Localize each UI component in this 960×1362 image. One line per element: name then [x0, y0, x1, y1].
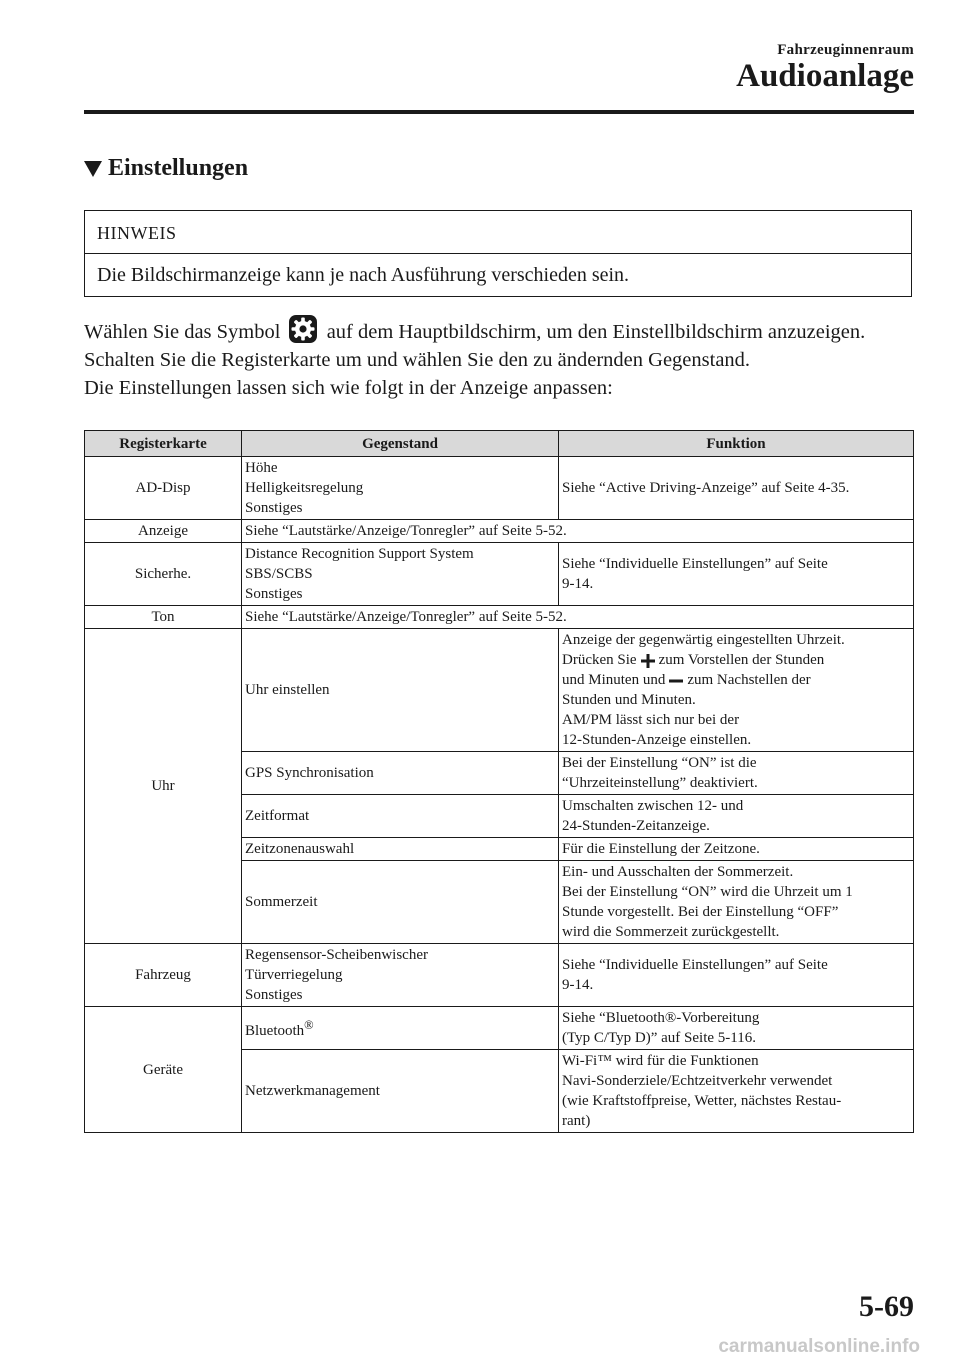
item-cell: GPS Synchronisation: [242, 752, 559, 795]
section-title: Audioanlage: [736, 58, 914, 94]
function-cell: Für die Einstellung der Zeitzone.: [559, 838, 914, 861]
table-header-row: [85, 431, 914, 457]
function-cell: Wi-Fi™ wird für die Funktionen Navi-Sonderziele/Echtzeitverkehr verwendet (wie Kraftstoffpreise, Wetter, nächstes Restau- rant): [559, 1050, 914, 1133]
registered-mark: ®: [304, 1018, 314, 1032]
function-cell: Siehe “Bluetooth®-Vorbereitung (Typ C/Typ D)” auf Seite 5-116.: [559, 1007, 914, 1050]
function-cell: Siehe “Individuelle Einstellungen” auf Seite 9-14.: [559, 543, 914, 606]
triangle-down-icon: [84, 161, 102, 177]
item-cell: Zeitformat: [242, 795, 559, 838]
func-line: AM/PM lässt sich nur bei der: [562, 712, 740, 728]
note-label: HINWEIS: [85, 211, 911, 254]
table-row: [85, 944, 914, 1007]
func-text: und Minuten und: [562, 672, 666, 688]
tab-cell: Ton: [85, 606, 242, 629]
func-text: Drücken Sie: [562, 652, 637, 668]
item-cell: [242, 1007, 559, 1050]
table-row: [85, 457, 914, 520]
header-gegenstand: Gegenstand: [242, 431, 559, 457]
tab-cell: Geräte: [85, 1007, 242, 1133]
header-registerkarte: Registerkarte: [85, 431, 242, 457]
item-cell: Distance Recognition Support System SBS/SCBS Sonstiges: [242, 543, 559, 606]
function-cell: Bei der Einstellung “ON” ist die “Uhrzeiteinstellung” deaktiviert.: [559, 752, 914, 795]
note-text: Die Bildschirmanzeige kann je nach Ausführung verschieden sein.: [97, 264, 630, 286]
intro-line-1-start: Wählen Sie das Symbol: [84, 321, 281, 343]
gear-icon: [288, 314, 318, 344]
function-cell: [559, 629, 914, 752]
function-cell: Ein- und Ausschalten der Sommerzeit. Bei der Einstellung “ON” wird die Uhrzeit um 1 Stunde vorgestellt. Bei der Einstellung “OFF” wird die Sommerzeit zurückgestellt.: [559, 861, 914, 944]
tab-cell: AD-Disp: [85, 457, 242, 520]
item-text: Bluetooth: [245, 1023, 305, 1039]
table-row: [85, 543, 914, 606]
merged-cell: Siehe “Lautstärke/Anzeige/Tonregler” auf Seite 5-52.: [242, 520, 914, 543]
item-cell: Zeitzonenauswahl: [242, 838, 559, 861]
tab-cell: Fahrzeug: [85, 944, 242, 1007]
tab-cell: Uhr: [85, 629, 242, 944]
tab-cell: Sicherhe.: [85, 543, 242, 606]
intro-line-3: Die Einstellungen lassen sich wie folgt in der Anzeige anpassen:: [84, 377, 613, 399]
tab-cell: Anzeige: [85, 520, 242, 543]
footer-watermark: carmanualsonline.info: [718, 1336, 920, 1357]
item-cell: Netzwerkmanagement: [242, 1050, 559, 1133]
function-cell: Siehe “Active Driving-Anzeige” auf Seite 4-35.: [559, 457, 914, 520]
func-line: Stunden und Minuten.: [562, 692, 696, 708]
settings-table: [84, 430, 914, 1133]
note-box: [84, 210, 912, 297]
function-cell: Siehe “Individuelle Einstellungen” auf Seite 9-14.: [559, 944, 914, 1007]
table-row: [85, 606, 914, 629]
func-line: 12-Stunden-Anzeige einstellen.: [562, 732, 752, 748]
func-line: [562, 670, 910, 690]
item-cell: Regensensor-Scheibenwischer Türverriegelung Sonstiges: [242, 944, 559, 1007]
intro-line-1: [84, 314, 924, 346]
table-row: [85, 1007, 914, 1050]
item-cell: Höhe Helligkeitsregelung Sonstiges: [242, 457, 559, 520]
table-row: [85, 629, 914, 752]
func-text: zum Nachstellen der: [687, 672, 811, 688]
plus-icon: [641, 654, 655, 668]
minus-icon: [669, 674, 683, 688]
header-rule: [84, 110, 914, 114]
heading: [84, 155, 248, 182]
item-cell: Sommerzeit: [242, 861, 559, 944]
page-number: 5-69: [859, 1290, 914, 1323]
intro-line-2: Schalten Sie die Registerkarte um und wählen Sie den zu ändernden Gegenstand.: [84, 349, 751, 371]
func-line: Anzeige der gegenwärtig eingestellten Uhrzeit.: [562, 632, 845, 648]
func-line: [562, 650, 910, 670]
function-cell: Umschalten zwischen 12- und 24-Stunden-Zeitanzeige.: [559, 795, 914, 838]
heading-text: Einstellungen: [108, 155, 249, 181]
intro-paragraph: [84, 314, 924, 402]
header-funktion: Funktion: [559, 431, 914, 457]
table-row: [85, 520, 914, 543]
func-text: zum Vorstellen der Stunden: [658, 652, 825, 668]
item-cell: Uhr einstellen: [242, 629, 559, 752]
intro-line-1-end: auf dem Hauptbildschirm, um den Einstellbildschirm anzuzeigen.: [326, 321, 866, 343]
merged-cell: Siehe “Lautstärke/Anzeige/Tonregler” auf Seite 5-52.: [242, 606, 914, 629]
chapter-title: Fahrzeuginnenraum: [777, 42, 914, 58]
